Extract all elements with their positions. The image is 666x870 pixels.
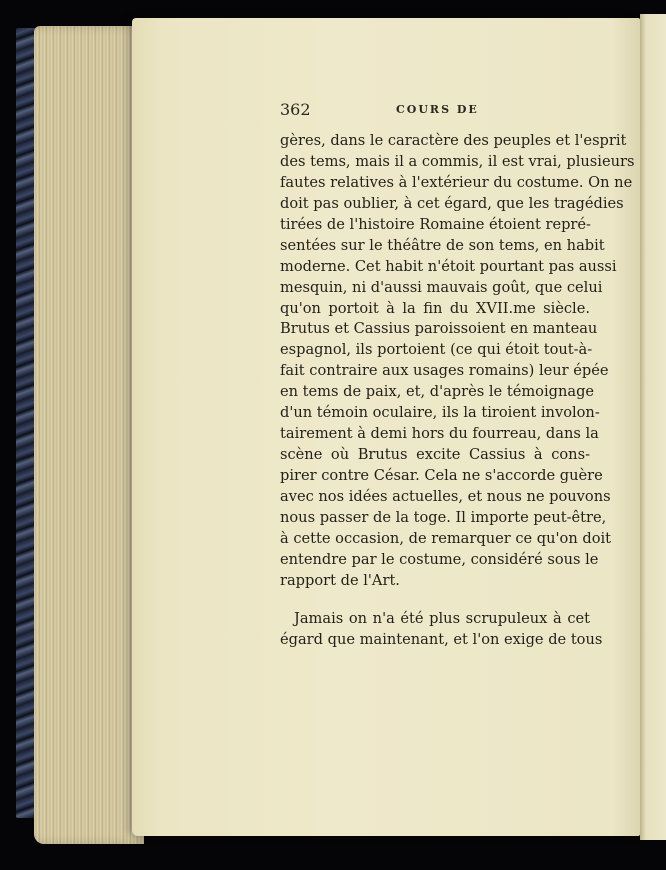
text-line: tairement à demi hors du fourreau, dans la [280,425,599,443]
text-line: pirer contre César. Cela ne s'accorde guère [280,467,603,484]
facing-page-edge [640,14,666,840]
body-text [280,131,635,651]
text-line: à cette occasion, de remarquer ce qu'on doit [280,529,612,547]
text-line: Brutus et Cassius paroissoient en manteau [280,320,598,338]
text-line: mesquin, ni d'aussi mauvais goût, que celui [280,278,603,296]
text-line: nous passer de la toge. Il importe peut-être, [280,508,607,526]
text-line: gères, dans le caractère des peuples et l'esprit [280,132,627,149]
text-line: qu'on portoit à la fin du XVII.me siècle. [280,299,590,317]
book-binding [16,28,36,818]
text-line: sentées sur le théâtre de son tems, en habit [280,236,605,254]
text-line: scène où Brutus excite Cassius à cons- [280,446,590,464]
text-line: entendre par le costume, considéré sous le [280,550,599,568]
text-line: doit pas oublier, à cet égard, que les tragédies [280,194,624,212]
text-line: moderne. Cet habit n'étoit pourtant pas aussi [280,257,617,275]
page-edges [34,26,144,844]
text-line: espagnol, ils portoient (ce qui étoit tout-à- [280,341,593,359]
text-line: Jamais on n'a été plus scrupuleux à cet [294,609,590,627]
page-header [280,100,590,122]
text-line: avec nos idées actuelles, et nous ne pouvons [280,487,611,505]
text-line: rapport de l'Art. [280,571,400,589]
text-line: égard que maintenant, et l'on exige de tous [280,630,603,648]
text-line: tirées de l'histoire Romaine étoient repré- [280,215,591,233]
running-head: COURS DE [396,103,479,116]
text-line: fait contraire aux usages romains) leur épée [280,362,609,380]
page-number: 362 [280,100,311,119]
text-line: des tems, mais il a commis, il est vrai, plusieurs [280,152,635,170]
text-line: d'un témoin oculaire, ils la tiroient involon- [280,404,600,422]
paragraph-gap [280,592,590,609]
text-line: en tems de paix, et, d'après le témoignage [280,383,595,401]
text-line: fautes relatives à l'extérieur du costume. On ne [280,173,633,191]
